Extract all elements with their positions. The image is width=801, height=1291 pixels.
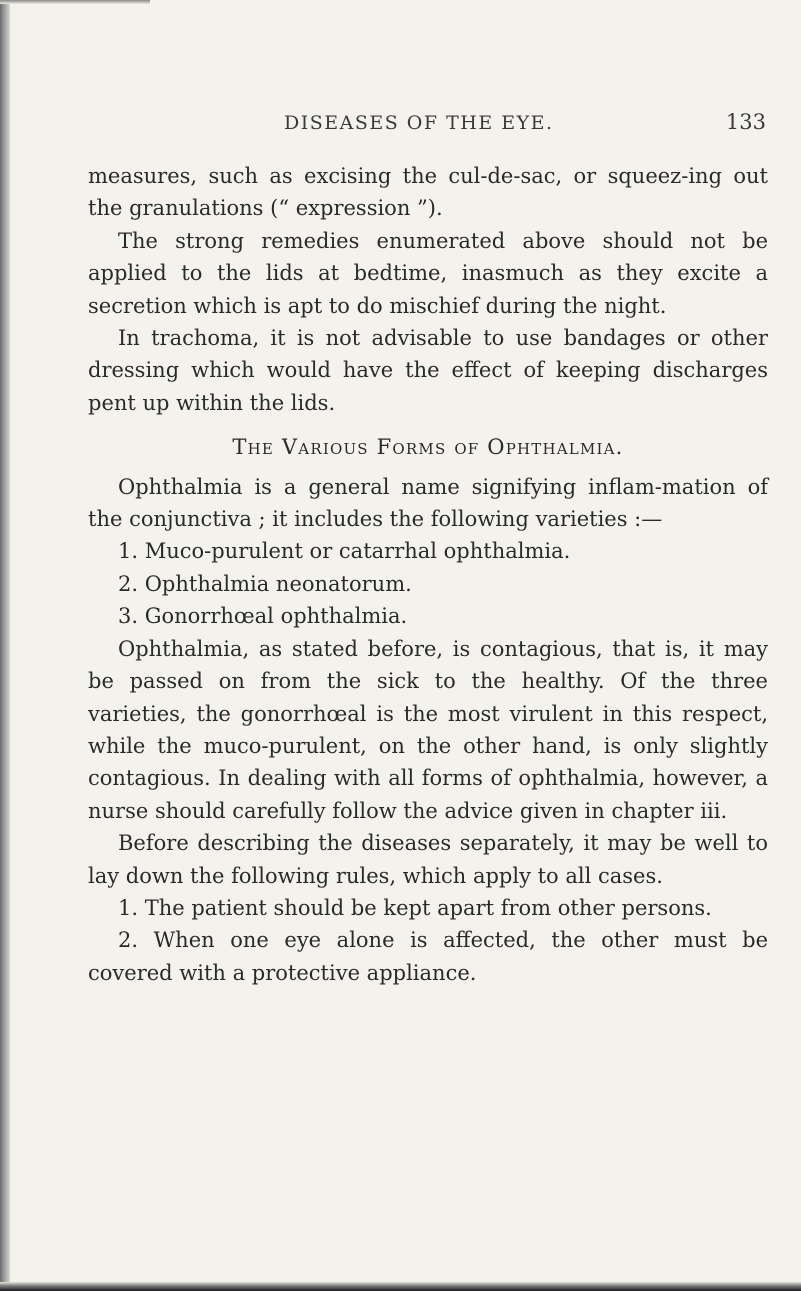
- book-page: [88, 110, 768, 989]
- page-number: 133: [725, 110, 766, 134]
- variety-item: 2. Ophthalmia neonatorum.: [118, 571, 412, 596]
- variety-item: 3. Gonorrhœal ophthalmia.: [118, 604, 408, 629]
- paragraph-ophthalmia-intro: Ophthalmia is a general name signifying inflam-mation of the conjunctiva ; it includes the following varieties :—: [88, 474, 768, 532]
- page-edge-bottom: [0, 1282, 801, 1291]
- paragraph-trachoma: In trachoma, it is not advisable to use bandages or other dressing which would have the effect of keeping discharges pent up within the lids.: [88, 326, 768, 415]
- running-title: DISEASES OF THE EYE.: [284, 112, 554, 134]
- page-body: [88, 160, 768, 989]
- page-edge-top: [0, 0, 150, 4]
- paragraph-rules-intro: Before describing the diseases separately, it may be well to lay down the following rules, which apply to all cases.: [88, 831, 768, 888]
- rule-item: 1. The patient should be kept apart from other persons.: [118, 895, 712, 920]
- rule-item: 2. When one eye alone is affected, the other must be covered with a protective appliance.: [88, 928, 768, 985]
- running-head: [88, 110, 768, 144]
- variety-item: 1. Muco-purulent or catarrhal ophthalmia.: [118, 539, 571, 564]
- section-heading: The Various Forms of Ophthalmia.: [232, 435, 624, 460]
- book-spine-shadow: [0, 0, 10, 1291]
- paragraph-contagious: Ophthalmia, as stated before, is contagious, that is, it may be passed on from the sick to the healthy. Of the three varieties, the gonorrhœal is the most virulent in this respect, while the muco-purulent, on the other hand, is only slightly contagious. In dealing with all forms of ophthalmia, however, a nurse should carefully follow the advice given in chapter iii.: [88, 636, 768, 823]
- paragraph-remedies: The strong remedies enumerated above should not be applied to the lids at bedtime, inasmuch as they excite a secretion which is apt to do mischief during the night.: [88, 228, 768, 318]
- paragraph-continued: measures, such as excising the cul-de-sac, or squeez-ing out the granulations (“ expression ”).: [88, 164, 768, 221]
